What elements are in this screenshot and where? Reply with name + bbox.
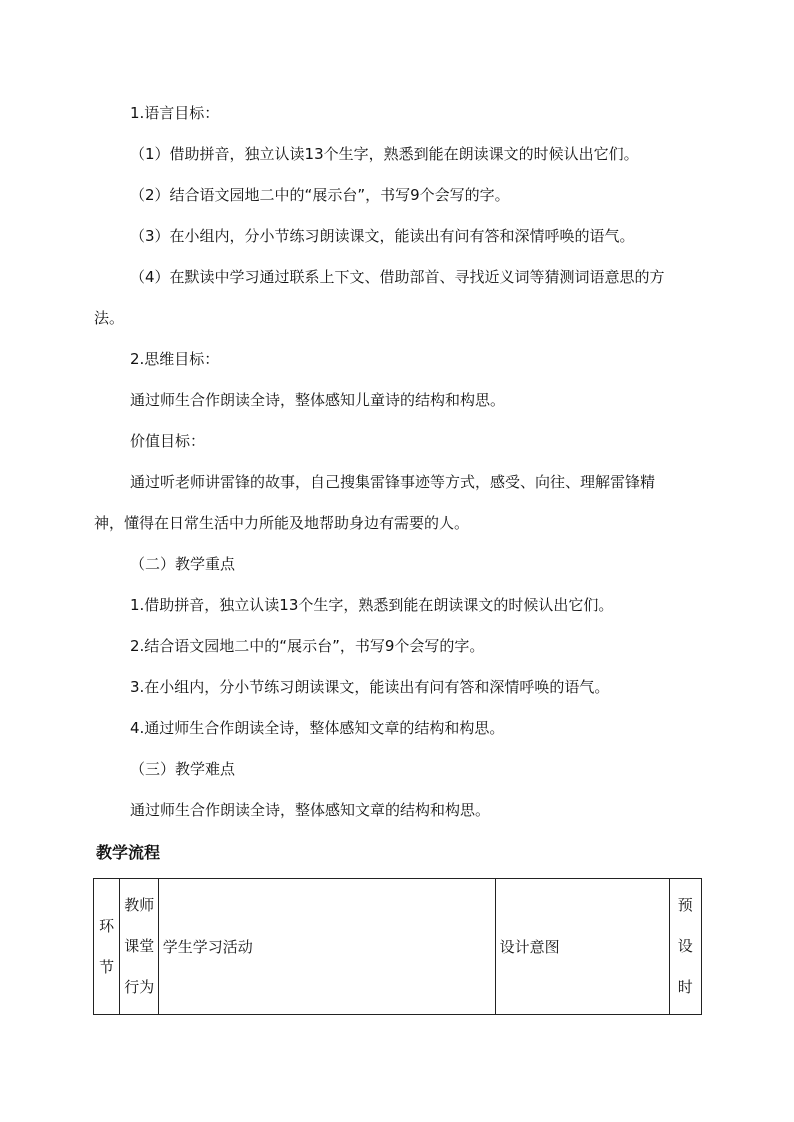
header-student-activity-label: 学生学习活动 <box>162 938 253 956</box>
language-goal-item-4-continued: 法。 <box>94 309 125 327</box>
teaching-focus-heading: （二）教学重点 <box>130 555 236 573</box>
language-goal-heading: 1.语言目标： <box>130 104 220 122</box>
table-header-row <box>94 879 702 1015</box>
header-cell-design-intent <box>495 879 669 1015</box>
header-planned-time-label: 预设时 <box>677 896 693 996</box>
teaching-focus-item-3: 3.在小组内，分小节练习朗读课文，能读出有问有答和深情呼唤的语气。 <box>130 678 610 696</box>
teaching-focus-item-4: 4.通过师生合作朗读全诗，整体感知文章的结构和构思。 <box>130 719 505 737</box>
header-teacher-behavior-label: 教师课堂行为 <box>124 896 155 996</box>
header-design-intent-label: 设计意图 <box>499 938 560 956</box>
header-cell-planned-time <box>669 879 701 1015</box>
teaching-difficulty-text: 通过师生合作朗读全诗，整体感知文章的结构和构思。 <box>130 801 491 819</box>
thinking-goal-text: 通过师生合作朗读全诗，整体感知儿童诗的结构和构思。 <box>130 391 506 409</box>
thinking-goal-heading: 2.思维目标： <box>130 350 220 368</box>
value-goal-heading: 价值目标： <box>130 432 206 450</box>
language-goal-item-1: （1）借助拼音，独立认读13个生字，熟悉到能在朗读课文的时候认出它们。 <box>130 145 639 163</box>
teaching-focus-item-2: 2.结合语文园地二中的“展示台”，书写9个会写的字。 <box>130 637 485 655</box>
header-cell-student-activity <box>158 879 495 1015</box>
teaching-process-heading: 教学流程 <box>96 843 161 862</box>
header-cell-teacher-behavior <box>120 879 158 1015</box>
header-stage-label: 环节 <box>99 916 115 976</box>
header-cell-stage <box>94 879 120 1015</box>
teaching-difficulty-heading: （三）教学难点 <box>130 760 236 778</box>
value-goal-text-continued: 神，懂得在日常生活中力所能及地帮助身边有需要的人。 <box>94 514 470 532</box>
language-goal-item-3: （3）在小组内，分小节练习朗读课文，能读出有问有答和深情呼唤的语气。 <box>130 227 635 245</box>
value-goal-text: 通过听老师讲雷锋的故事，自己搜集雷锋事迹等方式，感受、向往、理解雷锋精 <box>130 473 656 491</box>
teaching-focus-item-1: 1.借助拼音，独立认读13个生字，熟悉到能在朗读课文的时候认出它们。 <box>130 596 614 614</box>
teaching-process-table <box>93 878 702 1015</box>
language-goal-item-4: （4）在默读中学习通过联系上下文、借助部首、寻找近义词等猜测词语意思的方 <box>130 268 665 286</box>
language-goal-item-2: （2）结合语文园地二中的“展示台”，书写9个会写的字。 <box>130 186 510 204</box>
